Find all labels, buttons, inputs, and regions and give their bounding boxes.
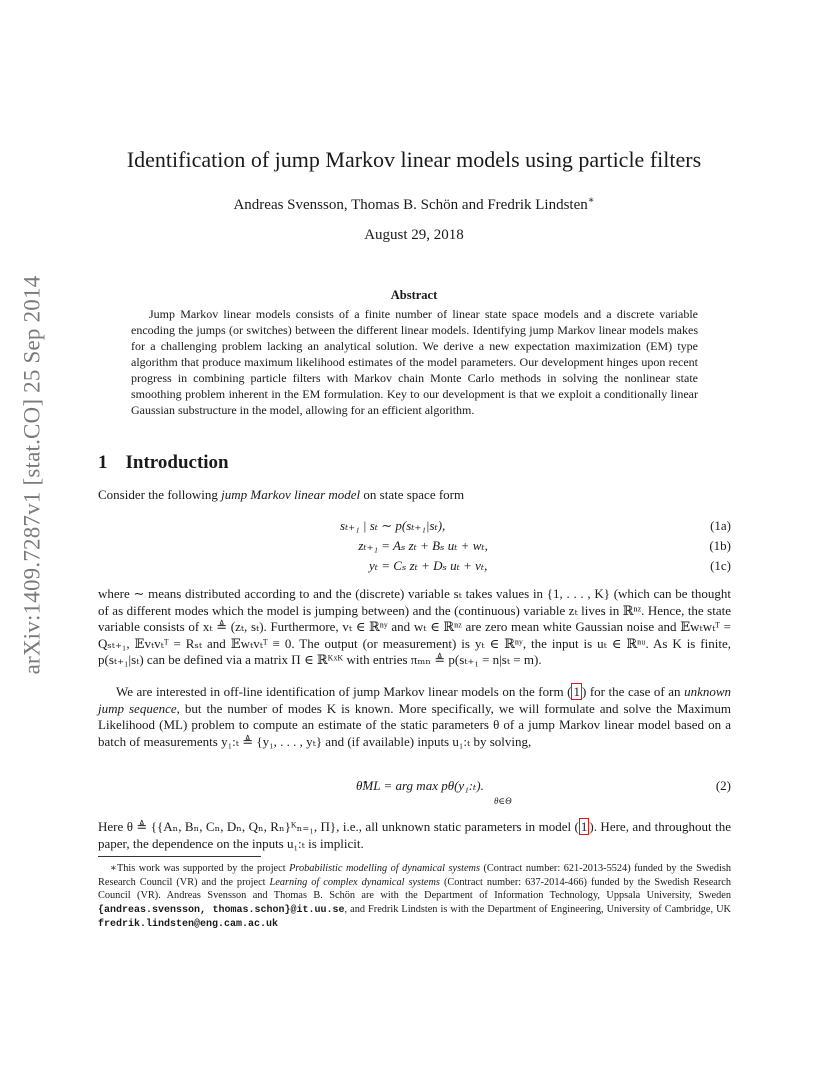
parameter-definition-paragraph: Here θ ≜ {{Aₙ, Bₙ, Cₙ, Dₙ, Qₙ, Rₙ}ᴷₙ₌₁, Π}, i.e., all unknown static parameters in model ( 1 ). Here, and throughout the paper, the dependence on the inputs u₁:ₜ is implicit. [98, 819, 731, 851]
paper-date: August 29, 2018 [364, 227, 464, 243]
intro-lead-text: Consider the following [98, 487, 222, 502]
equation-reference-link[interactable]: 1 [580, 819, 588, 834]
equation-rhs: ∼ p(sₜ₊₁|sₜ), [381, 518, 446, 533]
equation-tag: (1b) [709, 538, 731, 553]
footnote-text: (Contract number: 637-2014-466) funded by the Swedish Research Council (VR). Andreas Svensson and Thomas B. Schön are with the Department of Information Technology, Uppsala University, Sweden [98, 876, 732, 901]
author-footnote-mark: ∗ [587, 195, 595, 206]
footnote-text: ∗This work was supported by the project [110, 863, 290, 874]
equation-tag: (2) [715, 778, 731, 793]
problem-statement-paragraph: We are interested in off-line identification of jump Markov linear models on the form ( 1 ) for the case of an unknown jump sequence, but the number of modes K is known. More specifically, we will formulate and solve the Maximum Likelihood (ML) problem to compute an estimate of the static parameters θ of a jump Markov linear model based on a batch of measurements y₁:ₜ ≜ {y₁, . . . , yₜ} and (if available) inputs u₁:ₜ by solving, [98, 684, 732, 749]
equation-reference-link[interactable]: 1 [573, 684, 580, 699]
equation-1a [98, 517, 731, 535]
paragraph-text: , but the number of modes K is known. More specifically, we will formulate and solve the Maximum Likelihood (ML) problem to compute an estimate of the static parameters θ of a jump Markov linear model based on a batch of measurements y₁:ₜ ≜ {y₁, . . . , yₜ} and (if available) inputs u₁:ₜ by solving, [98, 700, 732, 749]
section-number: 1 [98, 452, 108, 473]
footnote-text: (Contract number: 621-2013-5524) funded by the Swedish Research Council (VR) and the project [98, 863, 731, 888]
equation-rhs: = Cₛ zₜ + Dₛ uₜ + vₜ, [381, 558, 488, 573]
section-heading [98, 452, 229, 474]
intro-lead-text-end: on state space form [360, 487, 465, 502]
paragraph-text: Here θ ≜ {{Aₙ, Bₙ, Cₙ, Dₙ, Qₙ, Rₙ}ᴷₙ₌₁, Π}, i.e., all unknown static parameters in model [98, 819, 575, 834]
model-description-paragraph: where ∼ means distributed according to and the (discrete) variable sₜ takes values in {1, . . . , K} (which can be thought of as different modes which the model is jumping between) and the (continuous) variable zₜ lives in ℝⁿᶻ. Hence, the state variable consists of xₜ ≜ (zₜ, sₜ). Furthermore, vₜ ∈ ℝⁿʸ and wₜ ∈ ℝⁿᶻ are zero mean white Gaussian noise and 𝔼wₜwₜᵀ = Qₛₜ₊₁, 𝔼vₜvₜᵀ = Rₛₜ and 𝔼wₜvₜᵀ ≡ 0. The output (or measurement) is yₜ ∈ ℝⁿʸ, the input is uₜ ∈ ℝⁿᵘ. As K is finite, p(sₜ₊₁|sₜ) can be defined via a matrix Π ∈ ℝᴷˣᴷ with entries πₘₙ ≜ p(sₜ₊₁ = n|sₜ = m). [98, 586, 731, 667]
ml-equation-body: θ̂ML = arg max pθ(y₁:ₜ). [356, 778, 484, 793]
equation-1b [98, 537, 731, 555]
project-title: Probabilistic modelling of dynamical systems [289, 863, 480, 874]
ml-equation-subscript: θ∈Θ [494, 796, 512, 806]
equation-lhs: zₜ₊₁ [358, 538, 378, 553]
intro-lead-paragraph [98, 487, 731, 504]
author-names: Andreas Svensson, Thomas B. Schön and Fredrik Lindsten [233, 197, 588, 213]
footnote [98, 862, 731, 932]
abstract-text: Jump Markov linear models consists of a finite number of linear state space models and a discrete variable encoding the jumps (or switches) between the different linear models. Identifying jump Markov linear models makes for a challenging problem lacking an analytical solution. We derive a new expectation maximization (EM) type algorithm that produce maximum likelihood estimates of the model parameters. Our development hinges upon recent progress in combining particle filters with Markov chain Monte Carlo methods in solving the nonlinear state smoothing problem inherent in the EM formulation. Key to our development is that we exploit a conditionally linear Gaussian substructure in the model, allowing for an efficient algorithm. [131, 307, 698, 417]
author-list [0, 191, 828, 215]
equation-tag: (1a) [710, 518, 731, 533]
paper-title: Identification of jump Markov linear models using particle filters [126, 147, 702, 172]
paragraph-text: We are interested in off-line identification of jump Markov linear models on the form [116, 684, 568, 699]
section-title: Introduction [125, 452, 229, 473]
arxiv-sidebar-stamp [12, 275, 52, 675]
abstract-heading: Abstract [390, 288, 438, 302]
footnote-divider [98, 856, 261, 857]
author-email[interactable]: {andreas.svensson, thomas.schon}@it.uu.se [98, 904, 345, 916]
equation-lhs: yₜ [369, 558, 378, 573]
footnote-text: , and Fredrik Lindsten is with the Department of Engineering, University of Cambridge, UK [344, 903, 731, 915]
equation-lhs: sₜ₊₁ | sₜ [340, 518, 378, 533]
paragraph-text: . Here, and throughout the paper, the dependence on the inputs u₁:ₜ is implicit. [98, 819, 731, 851]
equation-rhs: = Aₛ zₜ + Bₛ uₜ + wₜ, [381, 538, 488, 553]
author-email[interactable]: fredrik.lindsten@eng.cam.ac.uk [98, 919, 279, 930]
arxiv-identifier: arXiv:1409.7287v1 [stat.CO] 25 Sep 2014 [19, 275, 44, 675]
equation-1c [98, 557, 731, 575]
project-title: Learning of complex dynamical systems [269, 876, 440, 888]
intro-lead-emphasis: jump Markov linear model [221, 487, 361, 502]
ml-equation [98, 778, 731, 812]
paragraph-text: for the case of an [586, 684, 685, 699]
equation-tag: (1c) [710, 558, 731, 573]
paragraph-emphasis: unknown jump sequence [98, 684, 732, 716]
